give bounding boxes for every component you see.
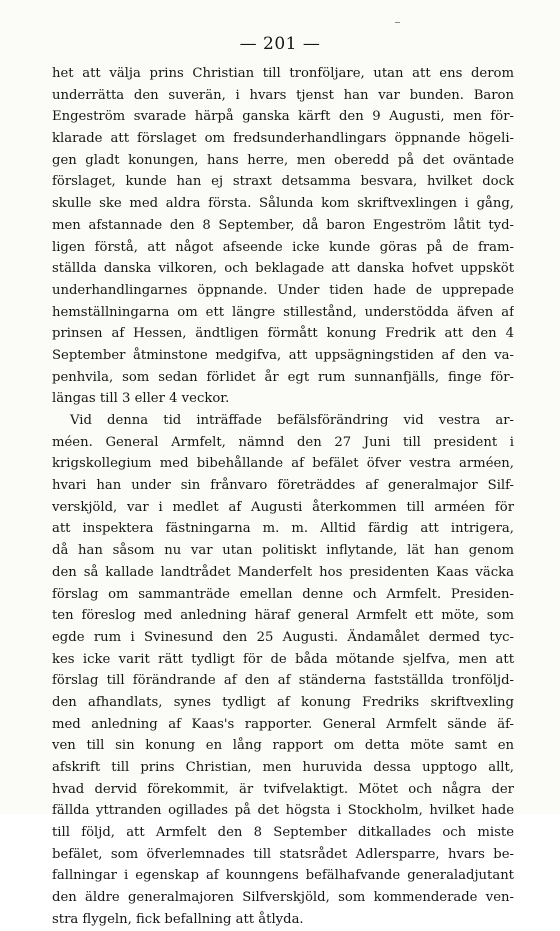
text-line: fallningar i egenskap af kounngens befälhafvande generaladjutant [52, 868, 514, 884]
text-line: förslaget, kunde han ej straxt detsamma besvara, hvilket dock [52, 174, 514, 190]
text-line: afskrift till prins Christian, men huruvida dessa upptogo allt, [52, 760, 514, 775]
text-line: att inspektera fästningarna m. m. Alltid färdig att intrigera, [52, 521, 514, 537]
text-line: klarade att förslaget om fredsunderhandlingars öppnande högeli- [52, 131, 514, 147]
text-line: men afstannade den 8 September, då baron Engeström låtit tyd- [52, 217, 514, 233]
text-line: hvad dervid förekommit, är tvifvelaktigt. Mötet och några der [52, 781, 514, 797]
text-line: förslag om sammanträde emellan denne och Armfelt. Presiden- [52, 586, 514, 602]
text-line: skulle ske med aldra första. Sålunda kom skriftvexlingen i gång, [52, 196, 514, 212]
text-line: stra flygeln, fick befallning att åtlyda. [52, 911, 304, 927]
text-line: befälet, som öfverlemnades till statsrådet Adlersparre, hvars be- [52, 846, 514, 862]
text-line: penhvila, som sedan förlidet år egt rum sunnanfjälls, finge för- [52, 369, 514, 385]
text-line: då han såsom nu var utan politiskt inflytande, lät han genom [52, 543, 514, 559]
text-line: kes icke varit rätt tydligt för de båda mötande sjelfva, men att [52, 651, 514, 667]
text-line: Engeström svarade härpå ganska kärft den 9 Augusti, men för- [52, 109, 514, 125]
page-number: — 201 — [239, 34, 321, 54]
text-line: ten föreslog med anledning häraf general Armfelt ett möte, som [52, 608, 514, 624]
body-text [52, 63, 514, 931]
text-line: ligen förstå, att något afseende icke kunde göras på de fram- [52, 239, 514, 255]
text-line: het att välja prins Christian till tronföljare, utan att ens derom [52, 66, 514, 81]
text-line: gen gladt konungen, hans herre, men oberedd på det oväntade [52, 152, 514, 168]
text-line: till följd, att Armfelt den 8 September ditkallades och miste [52, 825, 514, 841]
text-line: den afhandlats, synes tydligt af konung Fredriks skriftvexling [52, 694, 514, 710]
text-line: September åtminstone medgifva, att uppsägningstiden af den va- [52, 347, 514, 363]
text-line: förslag till förändrande af den af ständerna fastställda tronföljd- [52, 673, 514, 689]
text-line: längas till 3 eller 4 veckor. [52, 391, 230, 407]
text-line: med anledning af Kaas's rapporter. General Armfelt sände äf- [52, 716, 514, 732]
text-line: méen. General Armfelt, nämnd den 27 Juni till president i [52, 434, 514, 450]
text-line: hemställningarna om ett längre stillestånd, understödda äfven af [52, 304, 514, 320]
text-line: verskjöld, var i medlet af Augusti återkommen till arméen för [52, 499, 514, 515]
text-line: krigskollegium med bibehållande af befälet öfver vestra arméen, [52, 456, 514, 472]
text-line: hvari han under sin frånvaro företräddes af generalmajor Silf- [52, 478, 514, 494]
text-line: egde rum i Svinesund den 25 Augusti. Ändamålet dermed tyc- [52, 629, 514, 645]
text-line: den äldre generalmajoren Silfverskjöld, som kommenderade ven- [52, 890, 514, 906]
text-line: ven till sin konung en lång rapport om detta möte samt en [52, 738, 514, 754]
text-line: ställda danska vilkoren, och beklagade att danska hofvet uppsköt [52, 261, 514, 277]
text-line: den så kallade landtrådet Manderfelt hos presidenten Kaas väcka [52, 564, 514, 580]
text-line: fällda yttranden ogillades på det högsta i Stockholm, hvilket hade [52, 803, 514, 819]
text-line: underhandlingarnes öppnande. Under tiden hade de upprepade [52, 282, 514, 298]
text-line: prinsen af Hessen, ändtligen förmått konung Fredrik att den 4 [52, 326, 514, 342]
text-line: underrätta den suverän, i hvars tjenst han var bunden. Baron [52, 87, 514, 103]
print-mark [395, 22, 400, 23]
text-line: Vid denna tid inträffade befälsförändring vid vestra ar- [70, 413, 514, 428]
